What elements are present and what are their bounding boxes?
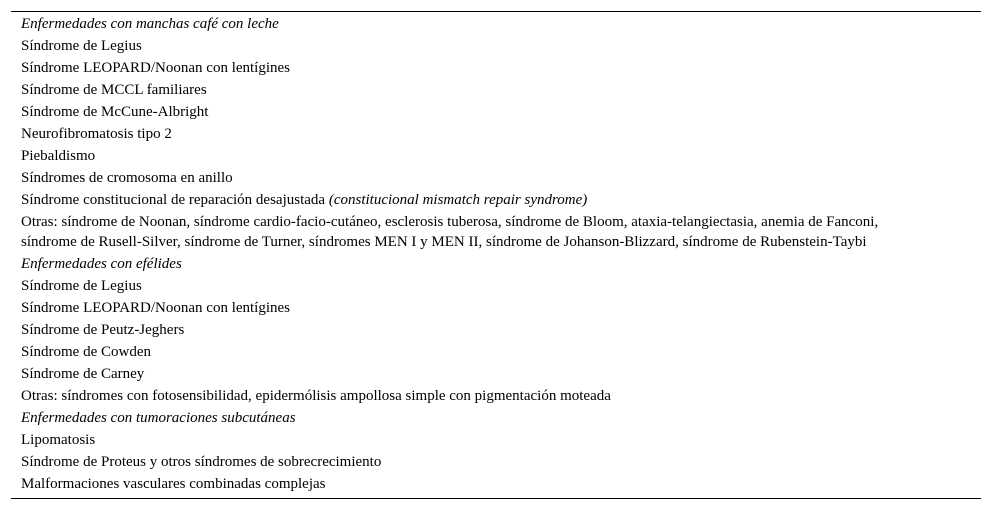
table-row: Síndrome de MCCL familiares xyxy=(21,82,207,98)
section-heading-cafe-con-leche: Enfermedades con manchas café con leche xyxy=(21,16,279,32)
table-row: Síndrome de Carney xyxy=(21,366,145,382)
table-row: Piebaldismo xyxy=(21,148,96,164)
table-row-others xyxy=(11,211,981,253)
table-row: Síndrome de Cowden xyxy=(21,344,151,360)
table-row: Síndromes de cromosoma en anillo xyxy=(21,170,233,186)
table-row: Síndrome LEOPARD/Noonan con lentígines xyxy=(21,60,291,76)
others-line-2: síndrome de Rusell-Silver, síndrome de Turner, síndromes MEN I y MEN II, síndrome de Johanson-Blizzard, síndrome de Rubenstein-Taybi xyxy=(21,234,867,250)
table-row: Lipomatosis xyxy=(21,432,96,448)
table-row: Síndrome de McCune-Albright xyxy=(21,104,209,120)
section-heading-tumoraciones: Enfermedades con tumoraciones subcutáneas xyxy=(21,410,296,426)
table-row: Síndrome de Legius xyxy=(21,38,142,54)
table-row: Neurofibromatosis tipo 2 xyxy=(21,126,172,142)
disease-table xyxy=(11,11,981,499)
table-row: Síndrome LEOPARD/Noonan con lentígines xyxy=(21,300,291,316)
cmmr-italic-text: (constitucional mismatch repair syndrome) xyxy=(328,192,588,208)
table-row-cmmr xyxy=(11,189,981,211)
table-row: Malformaciones vasculares combinadas complejas xyxy=(21,476,326,492)
others-line-1: Otras: síndrome de Noonan, síndrome cardio-facio-cutáneo, esclerosis tuberosa, síndrome de Bloom, ataxia-telangiectasia, anemia de Fanconi, xyxy=(21,214,879,230)
table-row: Otras: síndromes con fotosensibilidad, epidermólisis ampollosa simple con pigmentación moteada xyxy=(21,388,611,404)
table-row: Síndrome de Proteus y otros síndromes de sobrecrecimiento xyxy=(21,454,382,470)
cmmr-text: Síndrome constitucional de reparación desajustada xyxy=(21,192,329,208)
table-row: Síndrome de Peutz-Jeghers xyxy=(21,322,185,338)
section-heading-efelides: Enfermedades con efélides xyxy=(21,256,182,272)
table-row: Síndrome de Legius xyxy=(21,278,142,294)
